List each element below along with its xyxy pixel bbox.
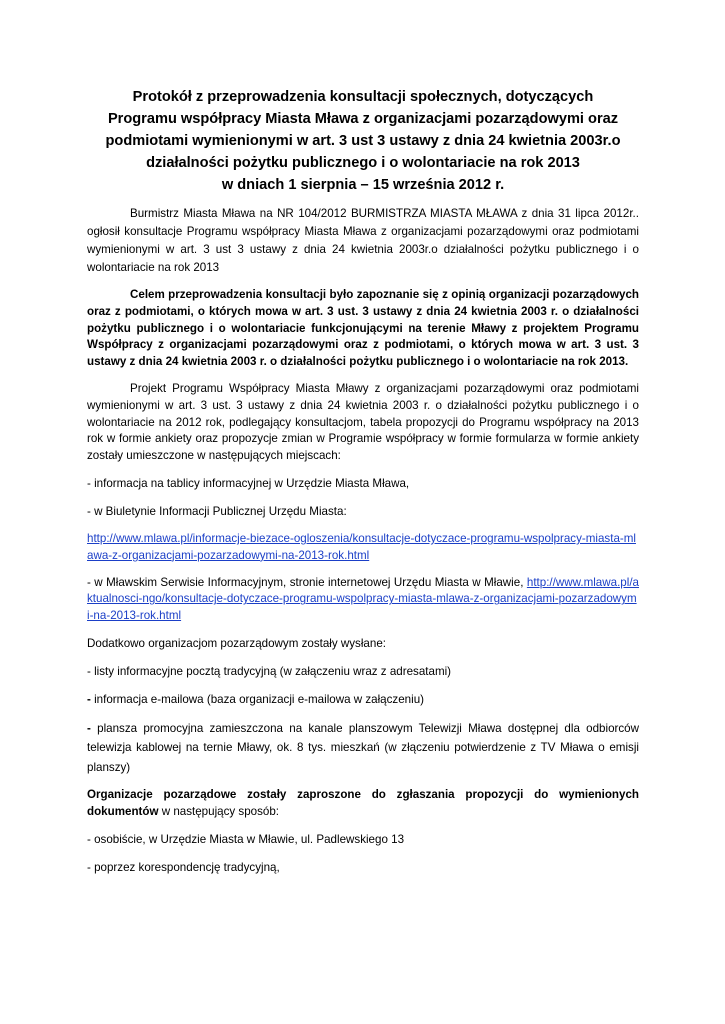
website-link[interactable]: http://www.mlawa.pl/aktualnosci-ngo/konsultacje-dotyczace-programu-wspolpracy-miasta-mlawa-z-organizacjami-pozarzadowymi-na-2013-rok.html [87, 575, 639, 623]
invitation-bold-text: Organizacje pozarządowe zostały zaproszone do zgłaszania propozycji do wymienionych dokumentów [87, 788, 639, 818]
intro-paragraph: Burmistrz Miasta Mława na NR 104/2012 BURMISTRZA MIASTA MŁAWA z dnia 31 lipca 2012r.. ogłosił konsultacje Programu współpracy Miasta Mława z organizacjami pozarządowymi oraz podmiotami wymienionymi w art. 3 ust 3 ustawy z dnia 24 kwietnia 2003r.o działalności pożytku publicznego i o wolontariacie na rok 2013 [87, 207, 639, 274]
bip-link-paragraph [87, 531, 639, 565]
title-line-5: w dniach 1 sierpnia – 15 września 2012 r. [221, 177, 505, 193]
list-item-in-person: - osobiście, w Urzędzie Miasta w Mławie, ul. Padlewskiego 13 [87, 832, 405, 846]
list-item-tv-board [87, 719, 639, 777]
tv-dash: - [87, 721, 91, 735]
list-item-website [87, 575, 639, 625]
document-title [87, 86, 639, 196]
title-line-3: podmiotami wymienionymi w art. 3 ust 3 ustawy z dnia 24 kwietnia 2003r.o [105, 133, 621, 149]
list-item-email [87, 691, 639, 709]
website-text: - w Mławskim Serwisie Informacyjnym, stronie internetowej Urzędu Miasta w Mławie, [87, 575, 524, 589]
purpose-paragraph: Celem przeprowadzenia konsultacji było zapoznanie się z opinią organizacji pozarządowych oraz z podmiotami, o których mowa w art. 3 ust. 3 ustawy z dnia 24 kwietnia 2003 r. o działalności pożytku publicznego i o wolontariacie funkcjonującymi na terenie Mławy z projektem Programu Współpracy z organizacjami pozarządowymi oraz z podmiotami, o których mowa w art. 3 ust. 3 ustawy z dnia 24 kwietnia 2003 r. o działalności pożytku publicznego i o wolontariacie na rok 2013. [87, 288, 639, 369]
document-page [87, 86, 639, 887]
title-line-4: działalności pożytku publicznego i o wolontariacie na rok 2013 [146, 155, 580, 171]
bip-link[interactable]: http://www.mlawa.pl/informacje-biezace-ogloszenia/konsultacje-dotyczace-programu-wspolpracy-miasta-mlawa-z-organizacjami-pozarzadowymi-na-2013-rok.html [87, 531, 636, 562]
list-item-letters: - listy informacyjne pocztą tradycyjną (w załączeniu wraz z adresatami) [87, 664, 452, 678]
title-line-2: Programu współpracy Miasta Mława z organizacjami pozarządowymi oraz [107, 111, 619, 127]
additional-paragraph: Dodatkowo organizacjom pozarządowym zostały wysłane: [87, 636, 386, 650]
list-item-post: - poprzez korespondencję tradycyjną, [87, 860, 280, 874]
project-paragraph: Projekt Programu Współpracy Miasta Mławy z organizacjami pozarządowymi oraz podmiotami wymienionymi w art. 3 ust. 3 ustawy z dnia 24 kwietnia 2003 r. o działalności pożytku publicznego i o wolontariacie na 2012 rok, podlegający konsultacjom, tabela propozycji do Programu współpracy na 2013 rok w formie ankiety oraz propozycje zmian w Programie współpracy w formie formularza w formie ankiety zostały umieszczone w następujących miejscach: [87, 381, 639, 463]
email-text: informacja e-mailowa (baza organizacji e-mailowa w załączeniu) [90, 692, 425, 706]
email-dash: - [87, 692, 91, 706]
tv-text: plansza promocyjna zamieszczona na kanale planszowym Telewizji Mława dostępnej dla odbiorców telewizja kablowej na ternie Mławy, ok. 8 tys. mieszkań (w złączeniu potwierdzenie z TV Mława o emisji planszy) [87, 721, 639, 774]
invitation-rest-text: w następujący sposób: [158, 804, 280, 818]
list-item-bip: - w Biuletynie Informacji Publicznej Urzędu Miasta: [87, 504, 347, 518]
list-item-notice-board: - informacja na tablicy informacyjnej w Urzędzie Miasta Mława, [87, 476, 410, 490]
title-line-1: Protokół z przeprowadzenia konsultacji społecznych, dotyczących [132, 89, 594, 105]
invitation-paragraph [87, 787, 639, 821]
